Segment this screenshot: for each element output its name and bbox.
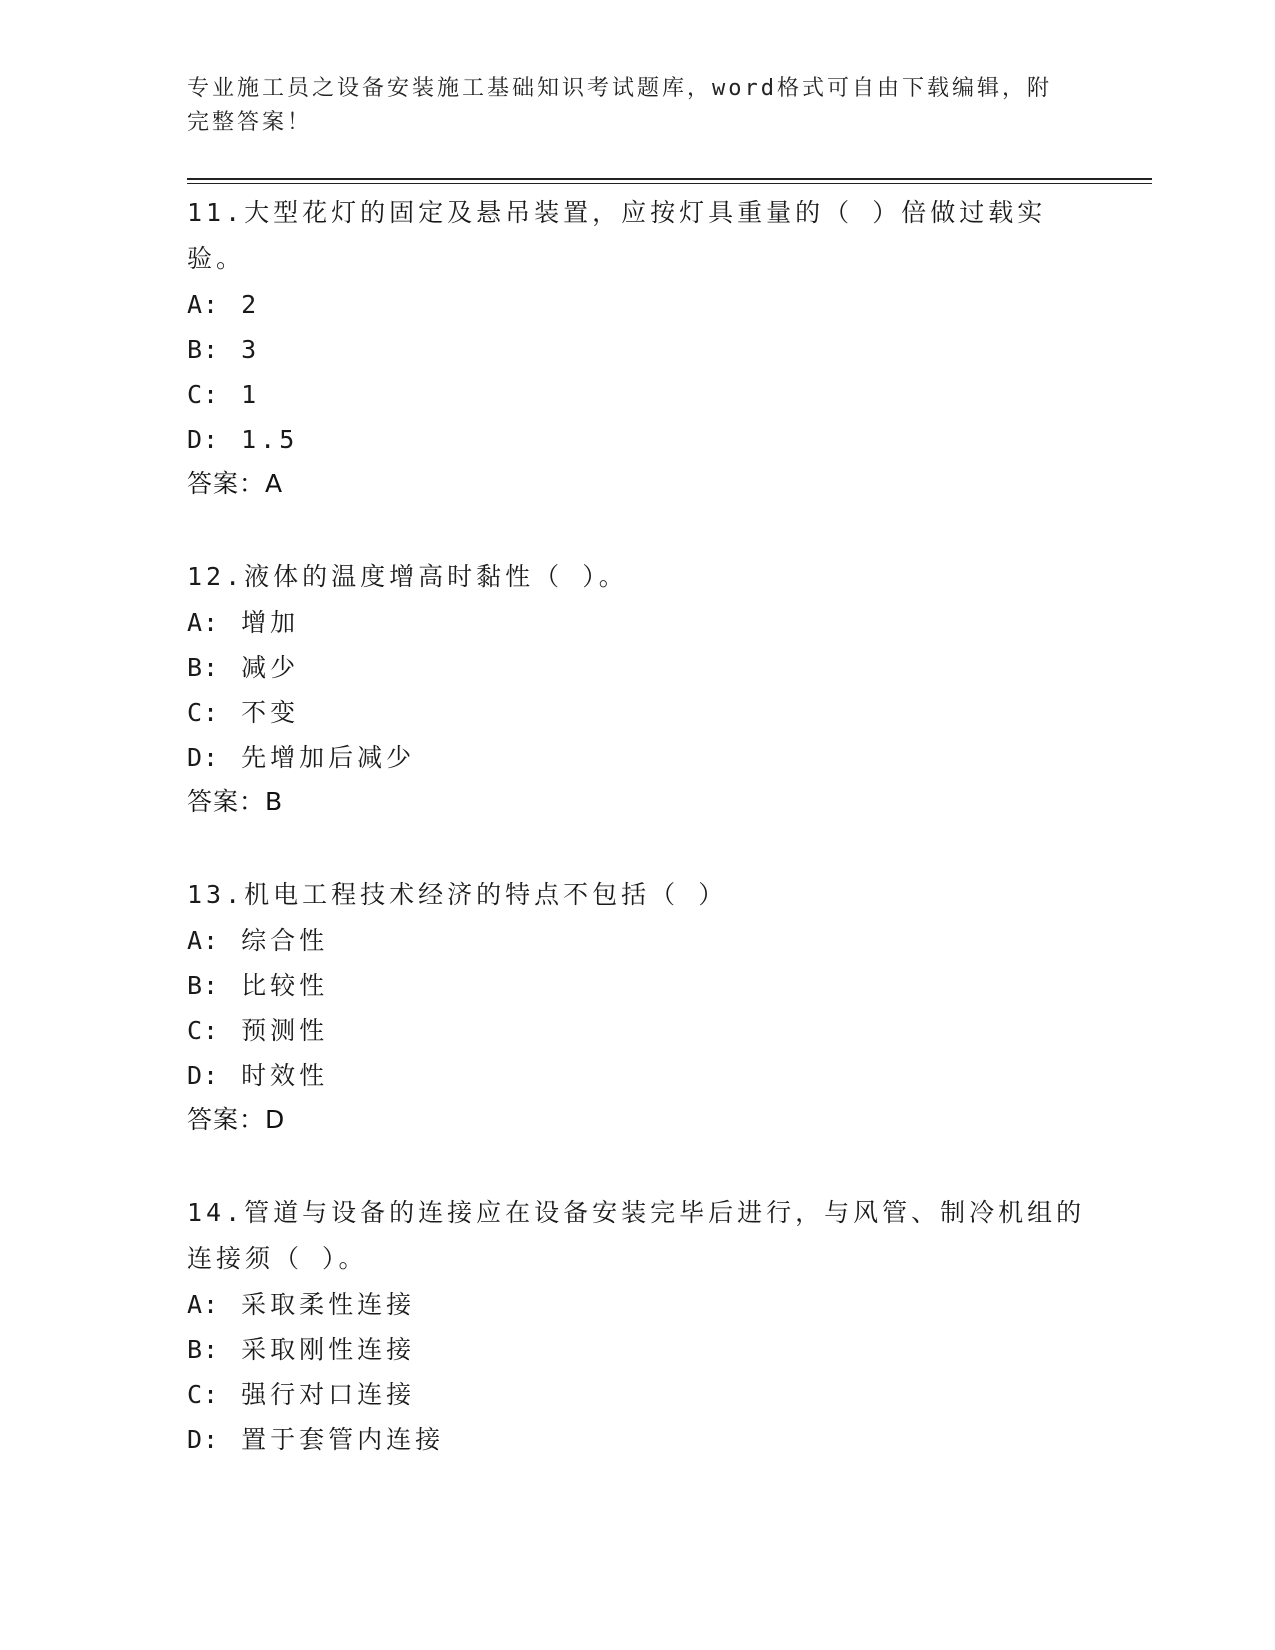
option-text: 时效性 <box>241 1061 329 1090</box>
question-stem <box>187 872 1087 918</box>
question-number: 13. <box>187 880 245 909</box>
question-stem <box>187 554 1087 600</box>
question-list <box>187 190 1087 1462</box>
option-a <box>187 600 1087 645</box>
option-letter: C: <box>187 698 220 727</box>
option-b <box>187 327 1087 372</box>
question-stem <box>187 190 1087 282</box>
option-letter: B: <box>187 653 220 682</box>
question-number: 11. <box>187 198 245 227</box>
option-text: 增加 <box>241 608 300 637</box>
option-c <box>187 690 1087 735</box>
question-13 <box>187 872 1087 1142</box>
answer-line: 答案：B <box>187 787 284 816</box>
option-text: 不变 <box>241 698 300 727</box>
option-text: 采取刚性连接 <box>241 1335 416 1364</box>
question-number: 14. <box>187 1198 245 1227</box>
option-letter: B: <box>187 335 220 364</box>
option-text: 综合性 <box>241 926 329 955</box>
option-text: 3 <box>241 335 261 364</box>
option-letter: D: <box>187 425 220 454</box>
option-a <box>187 282 1087 327</box>
question-11 <box>187 190 1087 506</box>
option-a <box>187 918 1087 963</box>
option-c <box>187 372 1087 417</box>
question-number: 12. <box>187 562 245 591</box>
option-letter: D: <box>187 1061 220 1090</box>
header-divider-thin <box>187 183 1152 184</box>
document-header-note: 专业施工员之设备安装施工基础知识考试题库，word格式可自由下载编辑，附完整答案！ <box>187 76 1052 135</box>
question-stem <box>187 1190 1087 1282</box>
option-letter: C: <box>187 1380 220 1409</box>
option-letter: A: <box>187 1290 220 1319</box>
option-b <box>187 1327 1087 1372</box>
question-text: 机电工程技术经济的特点不包括（ ） <box>244 880 728 909</box>
header-divider-thick <box>187 178 1152 180</box>
answer-line: 答案：A <box>187 469 284 498</box>
option-text: 采取柔性连接 <box>241 1290 416 1319</box>
option-d <box>187 1053 1087 1098</box>
option-letter: A: <box>187 290 220 319</box>
option-d <box>187 1417 1087 1462</box>
option-letter: B: <box>187 971 220 1000</box>
option-b <box>187 645 1087 690</box>
question-text: 液体的温度增高时黏性（ ）。 <box>244 562 628 591</box>
question-12 <box>187 554 1087 824</box>
option-d <box>187 417 1087 462</box>
option-text: 比较性 <box>241 971 329 1000</box>
option-text: 先增加后减少 <box>241 743 416 772</box>
option-text: 1 <box>241 380 261 409</box>
option-text: 预测性 <box>241 1016 329 1045</box>
question-text: 管道与设备的连接应在设备安装完毕后进行，与风管、制冷机组的连接须（ ）。 <box>187 1198 1086 1273</box>
option-letter: A: <box>187 926 220 955</box>
option-text: 1.5 <box>241 425 299 454</box>
option-c <box>187 1008 1087 1053</box>
option-letter: A: <box>187 608 220 637</box>
option-letter: C: <box>187 380 220 409</box>
option-text: 置于套管内连接 <box>241 1425 445 1454</box>
question-14 <box>187 1190 1087 1462</box>
option-text: 2 <box>241 290 261 319</box>
answer-line: 答案：D <box>187 1105 286 1134</box>
option-d <box>187 735 1087 780</box>
option-a <box>187 1282 1087 1327</box>
option-text: 减少 <box>241 653 300 682</box>
option-b <box>187 963 1087 1008</box>
option-letter: D: <box>187 743 220 772</box>
option-letter: B: <box>187 1335 220 1364</box>
option-letter: C: <box>187 1016 220 1045</box>
option-text: 强行对口连接 <box>241 1380 416 1409</box>
question-text: 大型花灯的固定及悬吊装置，应按灯具重量的（ ）倍做过载实验。 <box>187 198 1047 273</box>
option-letter: D: <box>187 1425 220 1454</box>
option-c <box>187 1372 1087 1417</box>
